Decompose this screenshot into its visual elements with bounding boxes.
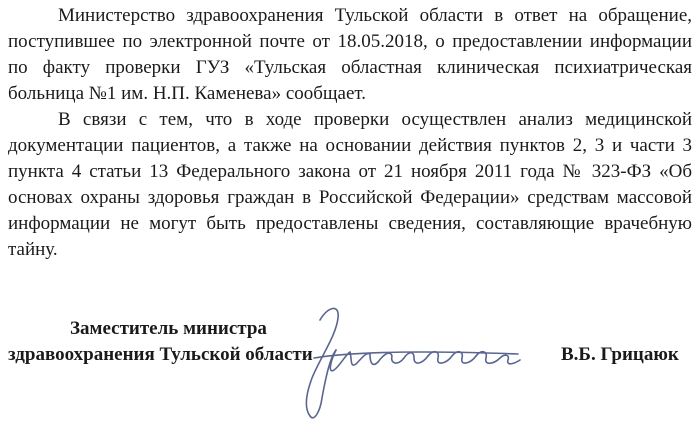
signer-position-line-2: здравоохранения Тульской области	[8, 344, 313, 365]
letter-body	[8, 3, 692, 263]
letter-paragraph-1: Министерство здравоохранения Тульской области в ответ на обращение, поступившее по электронной почте от 18.05.2018, о предоставлении информации по факту проверки ГУЗ «Тульская областная клиническая психиатрическая больница №1 им. Н.П. Каменева» сообщает.	[8, 5, 692, 104]
signer-position-line-1: Заместитель министра	[70, 318, 267, 339]
signer-name: В.Б. Грицаюк	[561, 344, 679, 365]
letter-paragraph-2: В связи с тем, что в ходе проверки осуществлен анализ медицинской документации пациентов, а также на основании действия пунктов 2, 3 и части 3 пункта 4 статьи 13 Федерального закона от 21 ноября 2011 года № 323-ФЗ «Об основах охраны здоровья граждан в Российской Федерации» средствам массовой информации не могут быть предоставлены сведения, составляющие врачебную тайну.	[8, 109, 692, 260]
handwritten-signature	[290, 300, 525, 428]
